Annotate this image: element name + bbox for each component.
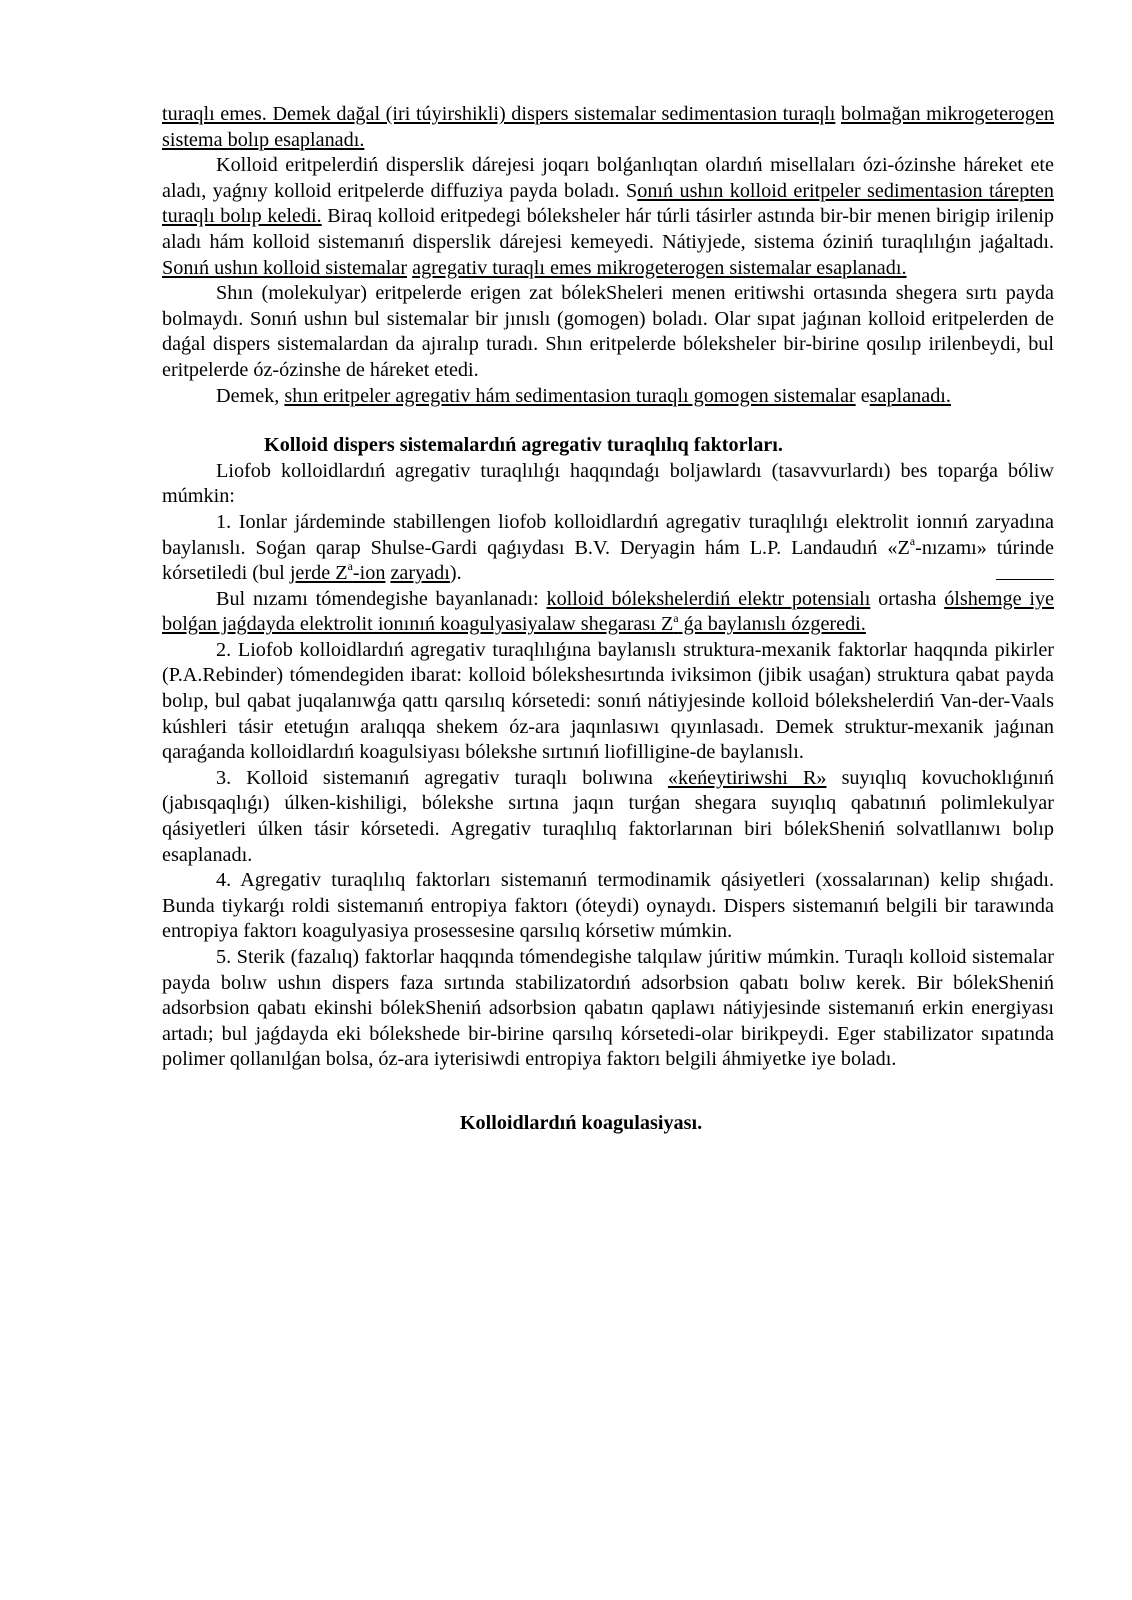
paragraph-11: 5. Sterik (fazalıq) faktorlar haqqında tómendegishe talqılaw júritiw múmkin. Turaqlı kolloid sistemalar payda bolıw ushın dispers faza sırtında stabilizatordıń adsorbsion qabatı bolıw kerek. Bir bólekSheniń adsorbsion qabatı ekinshi bólekSheniń adsorbsion qabatın qaplawı nátiyjesinde sistemanıń erkin energiyası artadı; bul jaǵdayda eki bólekshede bir-birine qarsılıq kórsetedi-olar birikpeydi. Eger stabilizator sıpatında polimer qollanılǵan bolsa, óz-ara iyterisiwdi entropiya faktorı belgili áhmiyetke iye boladı. [162, 946, 1054, 1071]
blank-line [996, 561, 1054, 580]
underlined-text: «keńeytiriwshi R» [667, 766, 827, 789]
paragraph-4 [162, 384, 1054, 410]
section-heading: Kolloidlardıń koagulasiyası. [459, 1111, 703, 1134]
text-span: ǵa baylanıslı ózgeredi. [678, 613, 866, 636]
underlined-text: turaqlı emes. Demek dağal (iri túyirshikli) dispers sistemalar sedimentasion turaqlı [162, 103, 836, 125]
document-page [162, 102, 1054, 1137]
underlined-text: Sonıń ushın kolloid sistemalar [162, 256, 408, 279]
superscript: a [347, 559, 353, 574]
underlined-text: bolmağan mikrogeterogen sistema bolıp esaplanadı. [162, 103, 1054, 151]
text-span: Biraq kolloid eritpedegi bóleksheler hár túrli tásirler astında bir-bir menen birigip irilenip aladı hám kolloid sistemanıń disperslik dárejesi kemeyedi. Nátiyjede, sistema óziniń turaqlılıǵın jaǵaltadı. [162, 205, 1055, 253]
paragraph-8: 2. Liofob kolloidlardıń agregativ turaqlılıǵına baylanıslı struktura-mexanik faktorlar haqqında pikirler (P.A.Rebinder) tómendegiden ibarat: kolloid bólekshesırtında iviksimon (jibik usaǵan) struktura qabat payda bolıp, bul qabat juqalanıwǵa qattı qarsılıq kórsetedi: sonıń nátiyjesinde kolloid bólekshelerdiń Van-der-Vaals kúshleri tásir etetuǵın aralıqqa shekem óz-ara jaqınlasıwı qıyınlasadı. Demek struktur-mexanik jaǵınan qaraǵanda kolloidlardıń koagulsiyası bólekshe sırtınıń liofilligine-de baylanıslı. [162, 638, 1054, 764]
text-span: ). [449, 562, 462, 585]
text-span: Kolloid eritpelerdiń disperslik dárejesi joqarı bolǵanlıqtan olardıń misellaları ózi-ózinshe háreket ete aladı, yaǵnıy kolloid eritpelerde diffuziya payda boladı. S [162, 154, 1054, 202]
superscript: a [909, 533, 916, 548]
paragraph-10: 4. Agregativ turaqlılıq faktorları sistemanıń termodinamik qásiyetleri (xossalarınan) kelip shıǵadı. Bunda tiykarǵı roldi sistemanıń entropiya faktorı (óteydi) oynaydı. Dispers sistemanıń belgili bir tarawında entropiya faktorı koagulyasiya prosessesine qarsılıq kórsetiw múmkin. [162, 869, 1054, 943]
paragraph-3: Shın (molekulyar) eritpelerde erigen zat bólekSheleri menen eritiwshi ortasında shegera sırtı payda bolmaydı. Sonıń ushın bul sistemalar bir jınıslı (gomogen) boladı. Olar sıpat jaǵınan kolloid eritpelerden de daǵal dispers sistemalardan da ajıralıp turadı. Shın eritpelerde bóleksheler bir-birine qosılıp irilenbeydi, bul eritpelerde óz-ózinshe de háreket etedi. [162, 282, 1054, 381]
underlined-text [289, 559, 386, 585]
text-span: Demek, [216, 384, 285, 407]
section-heading: Kolloid dispers sistemalardıń agregativ turaqlılıq faktorları. [264, 434, 783, 457]
text-span: Bul nızamı tómendegishe bayanlanadı: [216, 587, 547, 610]
underlined-text: onıń ushın kolloid eritpeler sedimentasion tárepten turaqlı bolıp keledi. [162, 179, 1054, 228]
underlined-text: agregativ turaqlı emes mikrogeterogen sistemalar esaplanadı. [412, 256, 907, 279]
text-span: 3. Kolloid sistemanıń agregativ turaqlı bolıwına [216, 766, 668, 789]
text-span: -ion [352, 562, 386, 585]
spacer [162, 1073, 1054, 1111]
paragraph-7 [162, 587, 1054, 638]
paragraph-6 [162, 510, 1054, 587]
superscript: a [673, 610, 679, 625]
underlined-text: zaryadı [390, 562, 450, 585]
paragraph-1 [162, 102, 1054, 153]
underlined-text: kolloid bólekshelerdiń elektr potensialı [546, 587, 871, 610]
text-span: -nızamı» túrinde kórsetiledi (bul [162, 536, 1054, 585]
text-span: ólshemge iye bolǵan jaǵdayda elektrolit ionınıń koagulyasiyalaw shegarası Z [162, 587, 1054, 636]
underlined-text: shın eritpeler agregativ hám sedimentasion turaqlı gomogen sistemalar [284, 384, 856, 407]
paragraph-9 [162, 766, 1054, 868]
text-span: jerde Z [289, 562, 348, 585]
text-span: ortasha [870, 587, 945, 610]
text-span: e [855, 384, 870, 407]
text-span: 1. Ionlar járdeminde stabillengen liofob kolloidlardıń agregativ turaqlılıǵı elektrolit ionnıń zaryadına baylanıslı. Soǵan qarap Shulse-Gardi qaǵıydası B.V. Deryagin hám L.P. Landaudıń «Z [162, 510, 1054, 559]
paragraph-2 [162, 153, 1054, 281]
spacer [162, 409, 1054, 433]
underlined-text: saplanadı. [869, 384, 951, 407]
paragraph-5: Liofob kolloidlardıń agregativ turaqlılıǵı haqqındaǵı boljawlardı (tasavvurlardı) bes toparǵa bóliw múmkin: [162, 459, 1054, 508]
text-span: suyıqlıq kovuchoklıǵınıń (jabısqaqlıǵı) úlken-kishiligi, bólekshe sırtına jaqın turǵan shegara suyıqlıq qabatınıń polimlekulyar qásiyetleri úlken tásir kórsetedi. Agregativ turaqlılıq faktorlarınan biri bólekSheniń solvatllanıwı bolıp esaplanadı. [162, 766, 1055, 866]
